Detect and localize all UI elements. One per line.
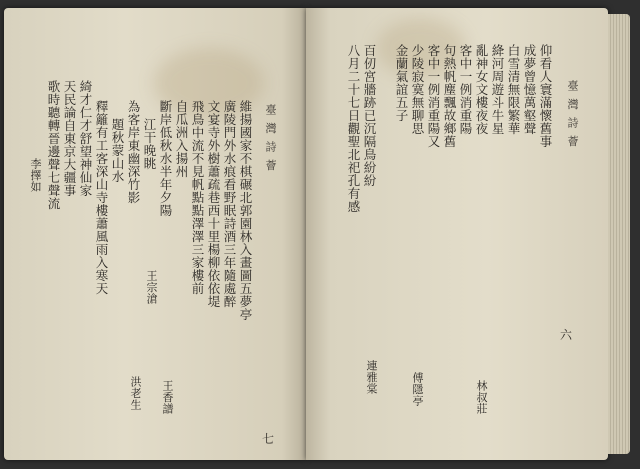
text-column: 絳河周遊斗牛星 bbox=[490, 44, 505, 135]
text-column: 綺才仁才舒望神仙家 bbox=[78, 80, 93, 197]
page-number: 六 bbox=[560, 328, 573, 342]
author-name: 王宗滄 bbox=[145, 270, 158, 305]
author-name: 連雅棠 bbox=[365, 360, 378, 395]
poem-title: 江干晚眺 bbox=[142, 118, 157, 170]
text-column: 客中一例消重陽又 bbox=[426, 44, 441, 148]
running-head: 臺 灣 詩 薈 bbox=[566, 80, 579, 149]
text-column: 廣陵門外水痕看野眠詩酒三年隨處醉 bbox=[222, 100, 237, 308]
right-page bbox=[306, 8, 608, 460]
author-name: 林叔莊 bbox=[475, 380, 488, 415]
text-column: 成夢曾憶萬壑聲 bbox=[522, 44, 537, 135]
page-edges bbox=[608, 14, 630, 454]
author-name: 李擇如 bbox=[29, 158, 42, 193]
text-column: 句熱帆塵飄故鄉舊 bbox=[442, 44, 457, 148]
text-column: 客中一例消重陽 bbox=[458, 44, 473, 135]
author-name: 王香譜 bbox=[161, 380, 174, 415]
poem-title: 自瓜洲入揚州 bbox=[174, 100, 189, 178]
text-column: 維揚國家不棋碾北郭園林入畫圖五夢亭 bbox=[238, 100, 253, 321]
text-column: 仰看人寰滿懷舊事 bbox=[538, 44, 553, 148]
text-column: 釋籬有工客深山寺樓蕭風雨入寒天 bbox=[94, 100, 109, 295]
text-column: 為客岸東幽深竹影 bbox=[126, 100, 141, 204]
text-column: 百仞宮牆跡已沉隔鳥紛紛 bbox=[362, 44, 377, 187]
author-name: 傅隱亭 bbox=[411, 372, 424, 407]
text-column: 斷岸低秋水半年夕陽 bbox=[158, 100, 173, 217]
text-column: 歌時聽轉晉邊聲七聲流 bbox=[46, 80, 61, 210]
author-name: 洪老生 bbox=[129, 376, 142, 411]
text-column: 飛鳥中流不見帆點點澤澤三家樓前 bbox=[190, 100, 205, 295]
page-number: 七 bbox=[262, 432, 275, 446]
text-column: 金蘭氣誼五子 bbox=[394, 44, 409, 122]
poem-title: 題秋蒙山水 bbox=[110, 118, 125, 183]
running-head: 臺 灣 詩 薈 bbox=[264, 104, 277, 173]
left-page bbox=[4, 8, 306, 460]
text-column: 亂神女文樓夜夜 bbox=[474, 44, 489, 135]
text-column: 白雪清無限繁華 bbox=[506, 44, 521, 135]
poem-title: 八月二十七日觀聖北祀孔有感 bbox=[346, 44, 361, 213]
text-column: 天民論自東京大疆事 bbox=[62, 80, 77, 197]
text-column: 少陵寂寞無聊思 bbox=[410, 44, 425, 135]
text-column: 文宴寺外樹蕭疏巷西十里楊柳依依堤 bbox=[206, 100, 221, 308]
